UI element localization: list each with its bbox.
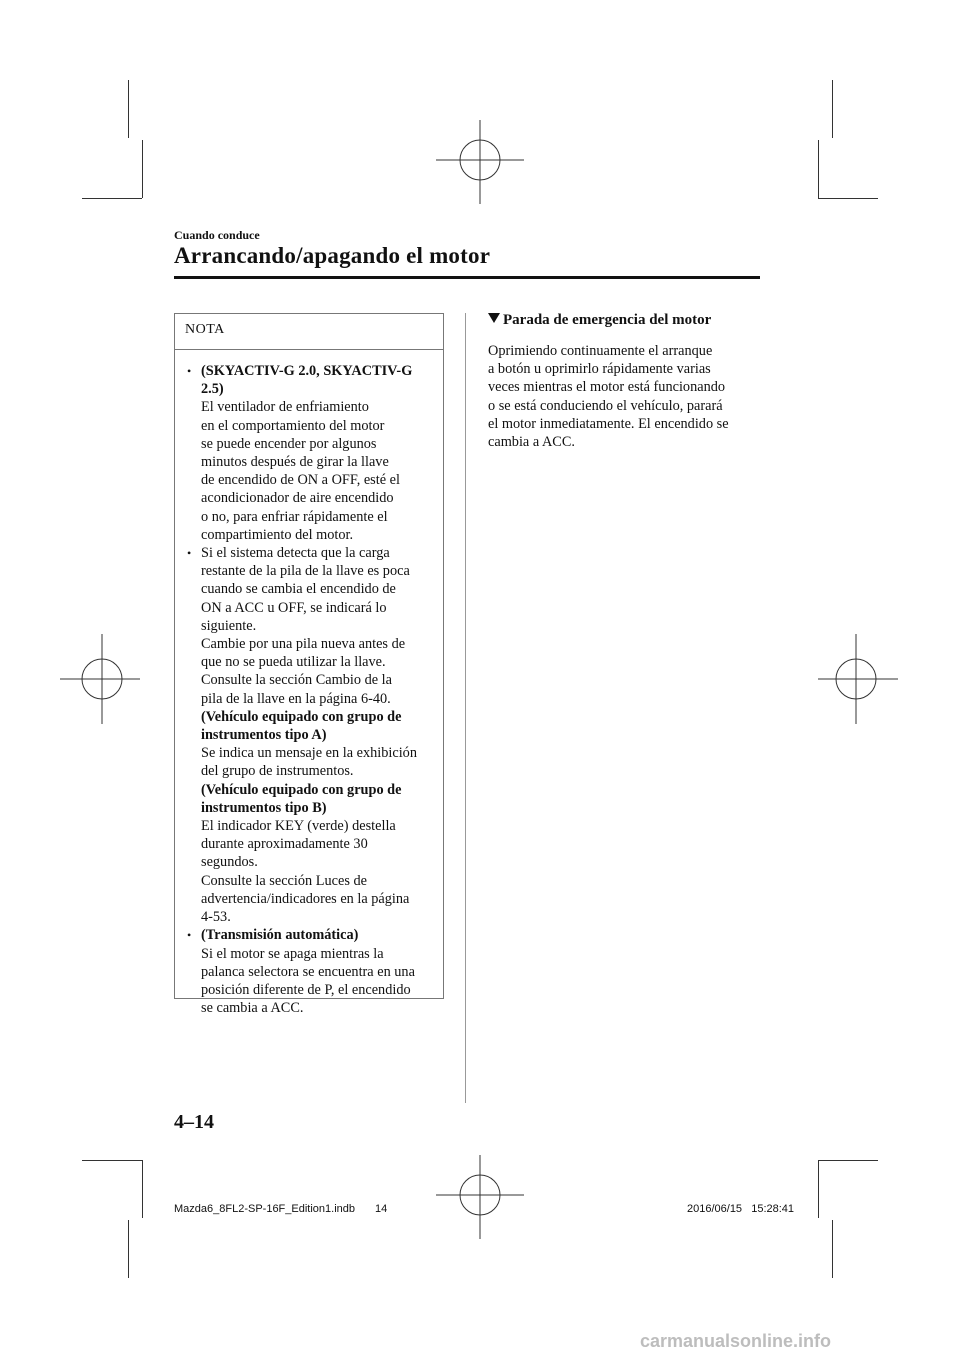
file-page: 14 [375,1203,388,1215]
note-line: (Vehículo equipado con grupo de [201,708,402,725]
watermark: carmanualsonline.info [640,1331,832,1351]
note-line: Si el motor se apaga mientras la [201,945,384,962]
note-item [175,362,443,544]
note-line: palanca selectora se encuentra en una [201,963,415,980]
crop-mark [832,80,833,138]
note-line: ON a ACC u OFF, se indicará lo [201,599,387,616]
column-divider [465,313,466,1103]
crop-mark [818,198,878,199]
registration-mark-icon [60,634,140,724]
emergency-paragraph [488,342,763,451]
crop-mark [142,1160,143,1218]
note-line: Si el sistema detecta que la carga [201,545,390,562]
crop-mark [128,1220,129,1278]
paragraph-line: el motor inmediatamente. El encendido se [488,415,729,432]
note-line: durante aproximadamente 30 [201,836,368,853]
note-line: se puede encender por algunos [201,435,377,452]
note-line: que no se pueda utilizar la llave. [201,654,386,671]
triangle-down-icon [488,313,500,323]
note-body [175,362,443,1017]
bullet-icon: • [187,546,192,561]
note-line: pila de la llave en la página 6-40. [201,690,391,707]
crop-mark [818,1160,878,1161]
note-line: minutos después de girar la llave [201,454,389,471]
note-line: del grupo de instrumentos. [201,763,354,780]
crop-mark [818,1160,819,1218]
crop-mark [82,198,142,199]
note-item [175,926,443,1017]
timestamp: 2016/06/15 15:28:41 [687,1203,795,1215]
note-item [175,544,443,926]
note-header [175,314,443,350]
bullet-icon: • [187,928,192,943]
note-line: posición diferente de P, el encendido [201,981,411,998]
paragraph-line: a botón u oprimirlo rápidamente varias [488,361,711,378]
note-line: El indicador KEY (verde) destella [201,818,396,835]
note-line: se cambia a ACC. [201,1000,304,1017]
note-line: instrumentos tipo B) [201,799,327,816]
title-rule [174,276,760,279]
note-line: de encendido de ON a OFF, esté el [201,472,400,489]
file-name: Mazda6_8FL2-SP-16F_Edition1.indb [174,1203,356,1215]
note-line: Consulte la sección Luces de [201,872,367,889]
note-line: Consulte la sección Cambio de la [201,672,392,689]
note-line: cuando se cambia el encendido de [201,581,396,598]
note-line: acondicionador de aire encendido [201,490,394,507]
registration-mark-icon [436,120,524,204]
registration-mark-icon [436,1155,524,1239]
note-line: Cambie por una pila nueva antes de [201,636,406,653]
crop-mark [832,1220,833,1278]
crop-mark [142,140,143,198]
bullet-icon: • [187,364,192,378]
page-number: 4–14 [174,1111,214,1133]
crop-mark [128,80,129,138]
note-line: (Transmisión automática) [201,927,359,944]
section-label: Cuando conduce [174,228,260,242]
file-info [174,1203,387,1215]
paragraph-line: veces mientras el motor está funcionando [488,379,726,396]
note-line: restante de la pila de la llave es poca [201,563,410,580]
registration-mark-icon [818,634,898,724]
note-line: advertencia/indicadores en la página [201,890,410,907]
note-line: segundos. [201,854,258,871]
note-line: (Vehículo equipado con grupo de [201,781,402,798]
note-line: (SKYACTIV-G 2.0, SKYACTIV-G [201,363,413,379]
note-line: 4-53. [201,909,231,926]
note-line: o no, para enfriar rápidamente el [201,508,388,525]
paragraph-line: o se está conduciendo el vehículo, parará [488,397,723,414]
emergency-heading-text: Parada de emergencia del motor [503,312,712,328]
note-line: 2.5) [201,381,224,398]
note-box [174,313,444,1017]
paragraph-line: cambia a ACC. [488,434,575,451]
note-line: El ventilador de enfriamiento [201,399,369,416]
note-line: Se indica un mensaje en la exhibición [201,745,417,762]
page-title: Arrancando/apagando el motor [174,243,491,268]
note-line: siguiente. [201,617,257,634]
note-line: instrumentos tipo A) [201,727,327,744]
note-line: en el comportamiento del motor [201,417,385,434]
emergency-heading [488,312,711,329]
note-title: NOTA [185,322,225,337]
crop-mark [82,1160,142,1161]
crop-mark [818,140,819,198]
note-line: compartimiento del motor. [201,526,354,543]
paragraph-line: Oprimiendo continuamente el arranque [488,343,713,359]
